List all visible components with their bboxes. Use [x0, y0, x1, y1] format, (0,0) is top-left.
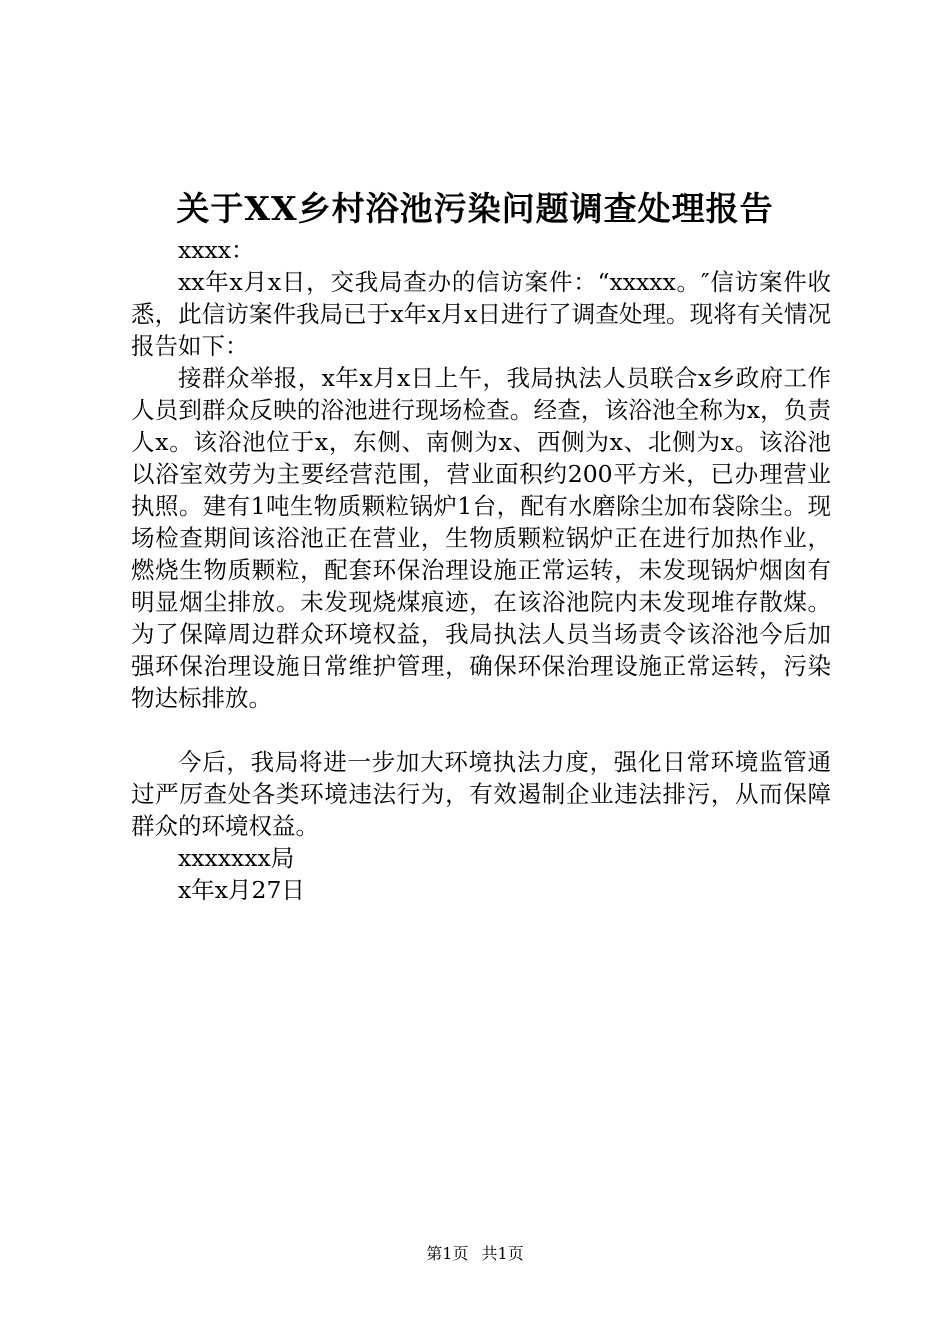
document-title: 关于XX乡村浴池污染问题调查处理报告: [176, 189, 774, 228]
signature: xxxxxxx局: [178, 844, 295, 872]
paragraph-findings: 接群众举报，x年x月x日上午，我局执法人员联合x乡政府工作人员到群众反映的浴池进行现场检查。经查，该浴池全称为x，负责人x。该浴池位于x，东侧、南侧为x、西侧为x、北侧为x。该浴池以浴室效劳为主要经营范围，营业面积约200平方米，已办理营业执照。建有1吨生物质颗粒锅炉1台，配有水磨除尘加布袋除尘。现场检查期间该浴池正在营业，生物质颗粒锅炉正在进行加热作业，燃烧生物质颗粒，配套环保治理设施正常运转，未发现锅炉烟囱有明显烟尘排放。未发现烧煤痕迹，在该浴池院内未发现堆存散煤。为了保障周边群众环境权益，我局执法人员当场责令该浴池今后加强环保治理设施日常维护管理，确保环保治理设施正常运转，污染物达标排放。: [131, 364, 831, 712]
paragraph-spacer: [131, 714, 831, 746]
document-body: [131, 234, 831, 906]
salutation: xxxx：: [178, 236, 255, 264]
paragraph-conclusion: 今后，我局将进一步加大环境执法力度，强化日常环境监管通过严厉查处各类环境违法行为，有效遏制企业违法排污，从而保障群众的环境权益。: [131, 748, 831, 840]
document-date: x年x月27日: [178, 876, 305, 904]
paragraph-intro: xx年x月x日，交我局查办的信访案件：“xxxxx。″信访案件收悉，此信访案件我局已于x年x月x日进行了调查处理。现将有关情况报告如下：: [131, 268, 831, 360]
page-total: 共1页: [481, 1244, 524, 1263]
page-number: 第1页: [426, 1244, 469, 1263]
page-footer: [0, 1243, 950, 1265]
